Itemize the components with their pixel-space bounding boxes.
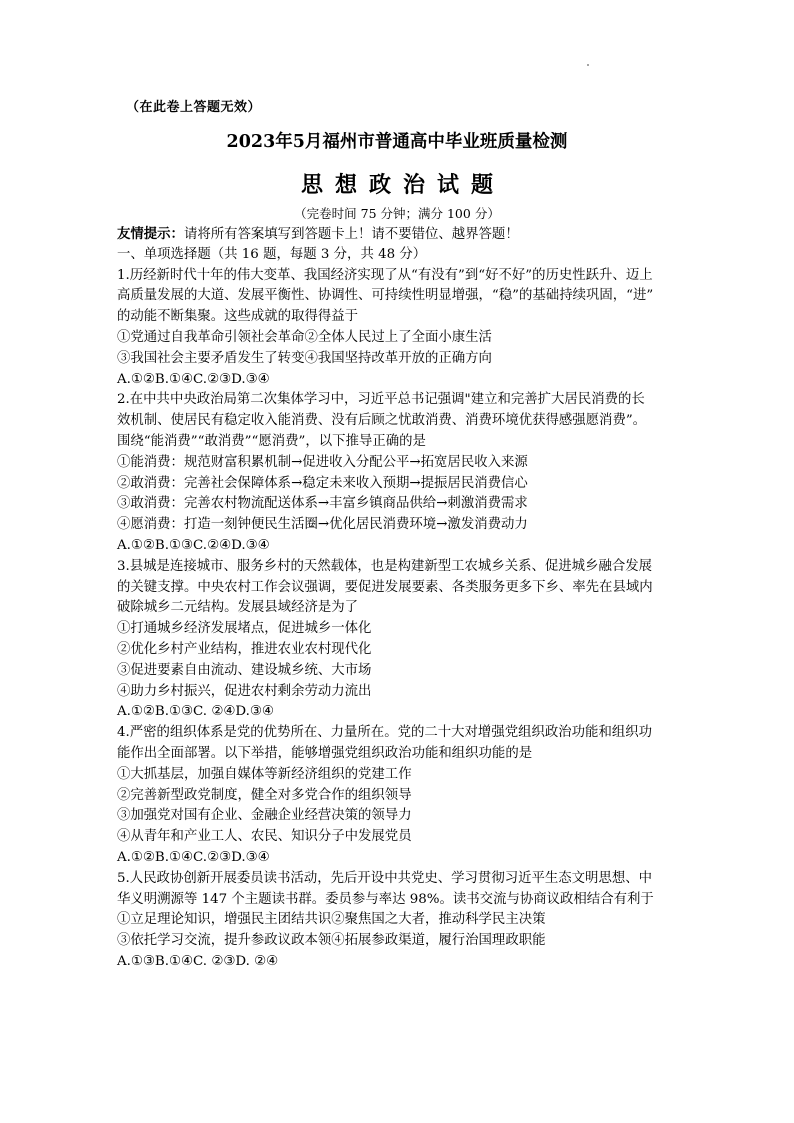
answer-choices: A.①②B.①④C.②③D.③④ [117, 371, 270, 387]
question-option: ④从青年和产业工人、农民、知识分子中发展党员 [117, 829, 412, 845]
question-4 [117, 723, 687, 869]
question-option: ④助力乡村振兴，促进农村剩余劳动力流出 [117, 683, 372, 699]
question-3 [117, 557, 687, 723]
question-stem-line: 的关键支撑。中央农村工作会议强调，要促进发展要素、各类服务更多下乡、率先在县域内 [117, 579, 653, 595]
question-option: ③加强党对国有企业、金融企业经营决策的领导力 [117, 808, 412, 824]
subject-title: 思想政治试题 [300, 172, 505, 198]
friendly-tip [117, 224, 687, 245]
question-stem-line: 华义明溯源等 147 个主题读书群。委员参与率达 98%。读书交流与协商议政相结合有利于 [117, 891, 654, 907]
question-stem-line: 围绕“能消费”“敢消费”“愿消费”，以下推导正确的是 [117, 433, 426, 449]
question-option: ③我国社会主要矛盾发生了转变④我国坚持改革开放的正确方向 [117, 350, 492, 366]
question-stem-line: 能作出全面部署。以下举措，能够增强党组织政治功能和组织功能的是 [117, 745, 533, 761]
question-option: ②敢消费：完善社会保障体系→稳定未来收入预期→提振居民消费信心 [117, 475, 528, 491]
question-option: ①大抓基层，加强自媒体等新经济组织的党建工作 [117, 766, 412, 782]
question-option: ③依托学习交流，提升参政议政本领④拓展参政渠道，履行治国理政职能 [117, 933, 546, 949]
tip-label: 友情提示： [117, 226, 184, 242]
question-2 [117, 390, 687, 556]
exam-title: 2023年5月福州市普通高中毕业班质量检测 [226, 132, 568, 152]
question-stem-line: 5.人民政协创新开展委员读书活动，先后开设中共党史、学习贯彻习近平生态文明思想、中 [117, 870, 653, 886]
question-stem-line: 效机制、使居民有稳定收入能消费、没有后顾之忧敢消费、消费环境优获得感强愿消费”。 [117, 413, 647, 429]
scan-dot-mark [587, 64, 589, 66]
question-option: ④愿消费：打造一刻钟便民生活圈→优化居民消费环境→激发消费动力 [117, 517, 528, 533]
question-1 [117, 266, 687, 391]
answer-choices: A.①②B.①③C.②④D.③④ [117, 537, 270, 553]
exam-body [117, 224, 687, 973]
question-option: ②优化乡村产业结构，推进农业农村现代化 [117, 641, 372, 657]
no-answer-notice: （在此卷上答题无效） [126, 100, 262, 115]
question-option: ①打通城乡经济发展堵点，促进城乡一体化 [117, 621, 372, 637]
question-option: ③敢消费：完善农村物流配送体系→丰富乡镇商品供给→刺激消费需求 [117, 496, 528, 512]
answer-choices: A.①③B.①④C. ②③D. ②④ [117, 953, 279, 969]
question-stem-line: 3.县城是连接城市、服务乡村的天然载体，也是构建新型工农城乡关系、促进城乡融合发展 [117, 558, 653, 574]
time-score-info: （完卷时间 75 分钟；满分 100 分） [294, 206, 500, 221]
question-stem-line: 破除城乡二元结构。发展县域经济是为了 [117, 600, 359, 616]
section-heading: 一、单项选择题（共 16 题，每题 3 分，共 48 分） [117, 246, 427, 262]
question-stem-line: 高质量发展的大道、发展平衡性、协调性、可持续性明显增强，“稳”的基础持续巩固，“进” [117, 288, 654, 304]
tip-text: 请将所有答案填写到答题卡上！请不要错位、越界答题！ [183, 227, 519, 242]
question-option: ①能消费：规范财富积累机制→促进收入分配公平→拓宽居民收入来源 [117, 454, 528, 470]
question-option: ②完善新型政党制度，健全对多党合作的组织领导 [117, 787, 412, 803]
question-stem-line: 2.在中共中央政治局第二次集体学习中，习近平总书记强调"建立和完善扩大居民消费的长 [117, 392, 645, 408]
question-option: ①立足理论知识，增强民主团结共识②聚焦国之大者，推动科学民主决策 [117, 912, 546, 928]
question-stem-line: 1.历经新时代十年的伟大变革、我国经济实现了从“有没有”到“好不好”的历史性跃升、迈上 [117, 267, 653, 283]
answer-choices: A.①②B.①③C. ②④D.③④ [117, 704, 274, 720]
answer-choices: A.①②B.①④C.②③D.③④ [117, 849, 270, 865]
question-stem-line: 的动能不断集聚。这些成就的取得得益于 [117, 309, 359, 325]
question-stem-line: 4.严密的组织体系是党的优势所在、力量所在。党的二十大对增强党组织政治功能和组织功 [117, 725, 653, 741]
question-option: ①党通过自我革命引领社会革命②全体人民过上了全面小康生活 [117, 329, 492, 345]
question-option: ③促进要素自由流动、建设城乡统、大市场 [117, 662, 372, 678]
question-5 [117, 869, 687, 973]
